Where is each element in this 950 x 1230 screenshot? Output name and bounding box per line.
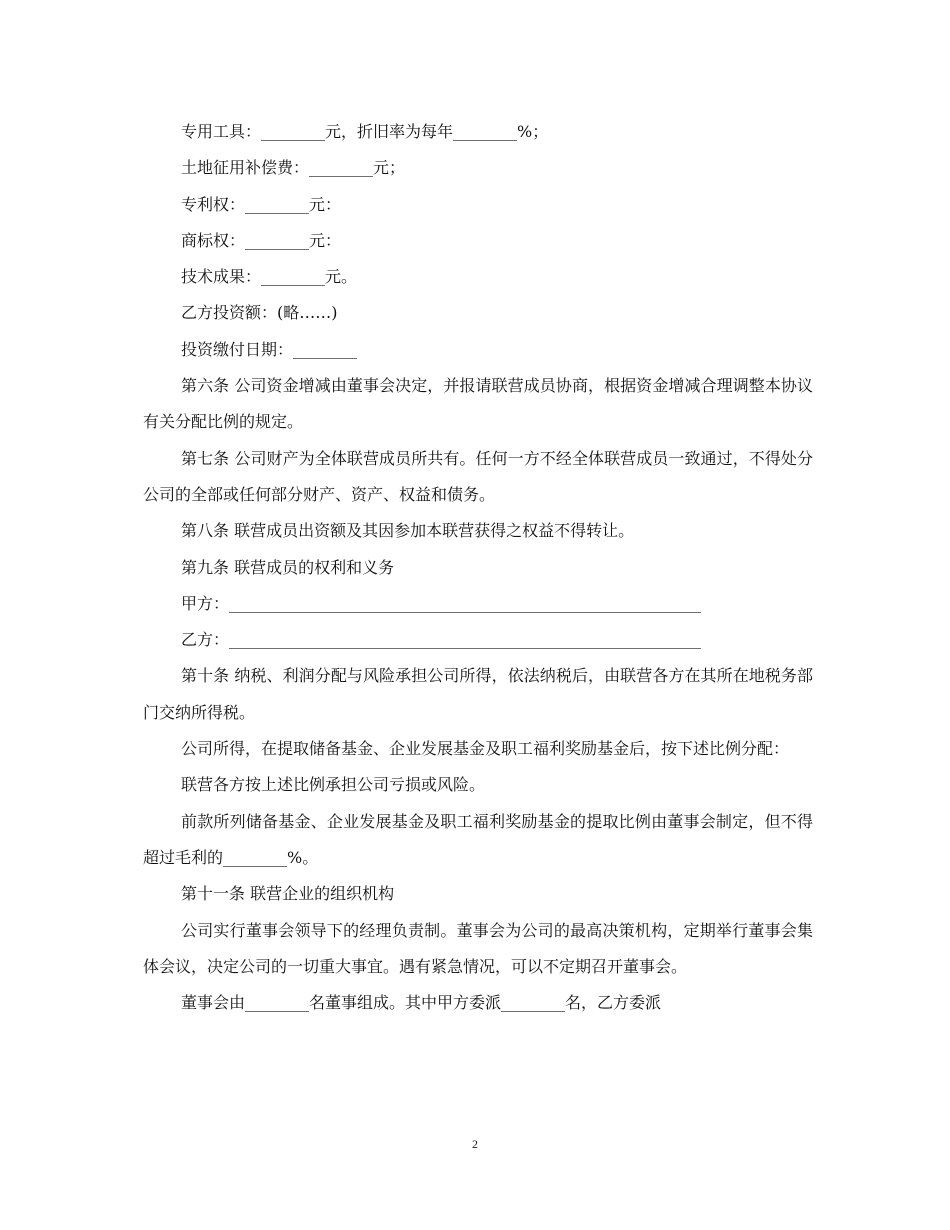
paragraph-loss-risk: 联营各方按上述比例承担公司亏损或风险。 xyxy=(181,775,486,795)
paragraph-board-system: 公司实行董事会领导下的经理负责制。董事会为公司的最高决策机构，定期举行董事会集体会议，决定公司的一切重大事宜。遇有紧急情况，可以不定期召开董事会。 xyxy=(143,920,813,976)
party-a-line: 甲方：___________________________________________________________ xyxy=(181,593,702,613)
page-number: 2 xyxy=(472,1137,478,1151)
paragraph-profit-distribution: 公司所得，在提取储备基金、企业发展基金及职工福利奖励基金后，按下述比例分配： xyxy=(181,739,790,759)
paragraph-trademark: 商标权：________元： xyxy=(181,230,342,250)
paragraph-payment-date: 投资缴付日期：________ xyxy=(181,339,358,359)
article-11-heading: 第十一条 联营企业的组织机构 xyxy=(181,884,395,904)
article-6: 第六条 公司资金增减由董事会决定，并报请联营成员协商，根据资金增减合理调整本协议有关分配比例的规定。 xyxy=(143,376,813,432)
party-b-line: 乙方：___________________________________________________________ xyxy=(181,630,702,650)
paragraph-special-tools: 专用工具：________元，折旧率为每年________%； xyxy=(181,122,549,141)
paragraph-patent: 专利权：________元： xyxy=(181,194,342,214)
article-8: 第八条 联营成员出资额及其因参加本联营获得之权益不得转让。 xyxy=(181,521,635,541)
paragraph-board-composition: 董事会由________名董事组成。其中甲方委派________名，乙方委派 xyxy=(181,993,662,1013)
paragraph-fund-ratio: 前款所列储备基金、企业发展基金及职工福利奖励基金的提取比例由董事会制定，但不得超过毛利的________%。 xyxy=(143,811,813,867)
paragraph-land-compensation: 土地征用补偿费：________元； xyxy=(181,158,406,178)
paragraph-party-b-investment: 乙方投资额：(略……) xyxy=(181,303,338,323)
article-9-heading: 第九条 联营成员的权利和义务 xyxy=(181,557,395,577)
paragraph-tech-results: 技术成果：________元。 xyxy=(181,267,358,287)
document-body xyxy=(143,114,813,1021)
article-7: 第七条 公司财产为全体联营成员所共有。任何一方不经全体联营成员一致通过，不得处分公司的全部或任何部分财产、资产、权益和债务。 xyxy=(143,448,813,504)
article-10: 第十条 纳税、利润分配与风险承担公司所得，依法纳税后，由联营各方在其所在地税务部门交纳所得税。 xyxy=(143,666,813,722)
